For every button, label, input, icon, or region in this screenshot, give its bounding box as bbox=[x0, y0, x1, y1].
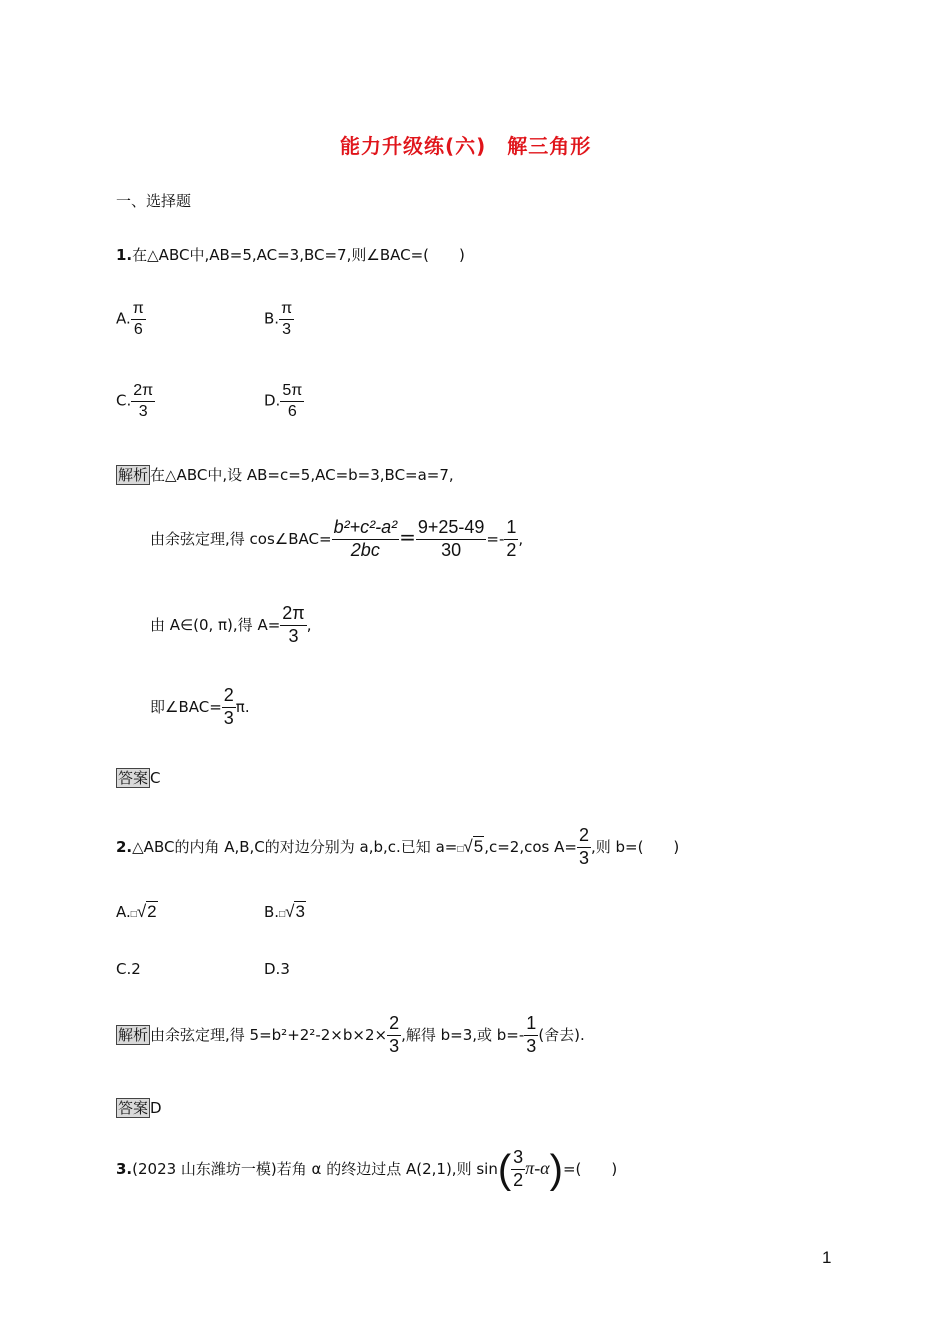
analysis-line-4: 即∠BAC= $\frac{2}{3}$ π. bbox=[150, 685, 250, 728]
option-a: A. $\frac{\pi}{6}$ bbox=[116, 300, 144, 338]
fraction: $\frac{1}{2}$ bbox=[506, 517, 517, 560]
answer-value: D bbox=[150, 1099, 162, 1117]
page-number: 1 bbox=[822, 1248, 832, 1267]
analysis-line-2: 由余弦定理,得 cos∠BAC= $\frac{\text{b²+c²-a²}}{2bc}$ = $\frac{9+25-49}{30}$ =- $\frac{1}{2}$ , bbox=[150, 517, 524, 560]
page-title: 能力升级练(六) 解三角形 bbox=[340, 134, 592, 158]
option-b: B.□√3 bbox=[264, 902, 305, 921]
fraction: $\frac{9+25-49}{30}$ bbox=[417, 517, 485, 560]
question-number: 3. bbox=[116, 1159, 133, 1178]
option-d: D.3 bbox=[264, 960, 290, 978]
fraction: $\frac{2}{3}$ bbox=[223, 685, 234, 728]
fraction: $\frac{\text{b²+c²-a²}}{2bc}$ bbox=[333, 517, 398, 560]
analysis-tag: 解析 bbox=[118, 466, 149, 484]
answer-tag: 答案 bbox=[118, 1099, 149, 1117]
fraction: $\frac{\pi}{3}$ bbox=[281, 300, 293, 338]
analysis-line-1: 解析 在△ABC中,设 AB=c=5,AC=b=3,BC=a=7, bbox=[118, 466, 454, 484]
answer-tag: 答案 bbox=[118, 769, 149, 787]
option-b: B. $\frac{\pi}{3}$ bbox=[264, 300, 293, 338]
question-1-stem bbox=[116, 244, 465, 265]
fraction: $\frac{2}{3}$ bbox=[389, 1013, 400, 1056]
fraction: $\frac{2\pi}{3}$ bbox=[133, 382, 154, 420]
question-text: 在△ABC中,AB=5,AC=3,BC=7,则∠BAC=( ) bbox=[132, 246, 465, 264]
sqrt: □√2 bbox=[130, 902, 157, 921]
section-heading: 一、选择题 bbox=[116, 192, 192, 210]
option-c: C. $\frac{2\pi}{3}$ bbox=[116, 382, 154, 420]
analysis-line-3: 由 A∈(0, π),得 A= $\frac{2\pi}{3}$ , bbox=[150, 603, 312, 646]
answer-line-2 bbox=[116, 1098, 162, 1118]
option-c: C.2 bbox=[116, 960, 141, 978]
fraction: $\frac{\pi}{6}$ bbox=[132, 300, 144, 338]
option-d: D. $\frac{5\pi}{6}$ bbox=[264, 382, 303, 420]
fraction: $\frac{3}{2}$ bbox=[513, 1147, 524, 1190]
question-3-stem: 3.(2023 山东潍坊一模)若角 α 的终边过点 A(2,1),则 sin( $\frac{3}{2}$ π-α)=( ) bbox=[116, 1147, 618, 1192]
sqrt: □√5 bbox=[457, 836, 484, 856]
analysis-line-q2: 解析 由余弦定理,得 5=b²+2²-2×b×2× $\frac{2}{3}$ ,解得 b=3,或 b=- $\frac{1}{3}$ (舍去). bbox=[118, 1013, 585, 1056]
answer-value: C bbox=[150, 769, 161, 787]
analysis-tag: 解析 bbox=[118, 1025, 149, 1044]
question-number: 1. bbox=[116, 246, 133, 264]
sqrt: □√3 bbox=[279, 902, 305, 921]
fraction: $\frac{2}{3}$ bbox=[578, 825, 589, 868]
option-a: A.□√2 bbox=[116, 902, 157, 921]
fraction: $\frac{1}{3}$ bbox=[526, 1013, 537, 1056]
fraction: $\frac{2\pi}{3}$ bbox=[282, 603, 305, 646]
question-number: 2. bbox=[116, 837, 133, 856]
answer-line-1 bbox=[116, 768, 161, 788]
question-2-stem: 2.△ABC的内角 A,B,C的对边分别为 a,b,c.已知 a=□√5,c=2,cos A= $\frac{2}{3}$ ,则 b=( ) bbox=[116, 825, 680, 868]
fraction: $\frac{5\pi}{6}$ bbox=[282, 382, 303, 420]
